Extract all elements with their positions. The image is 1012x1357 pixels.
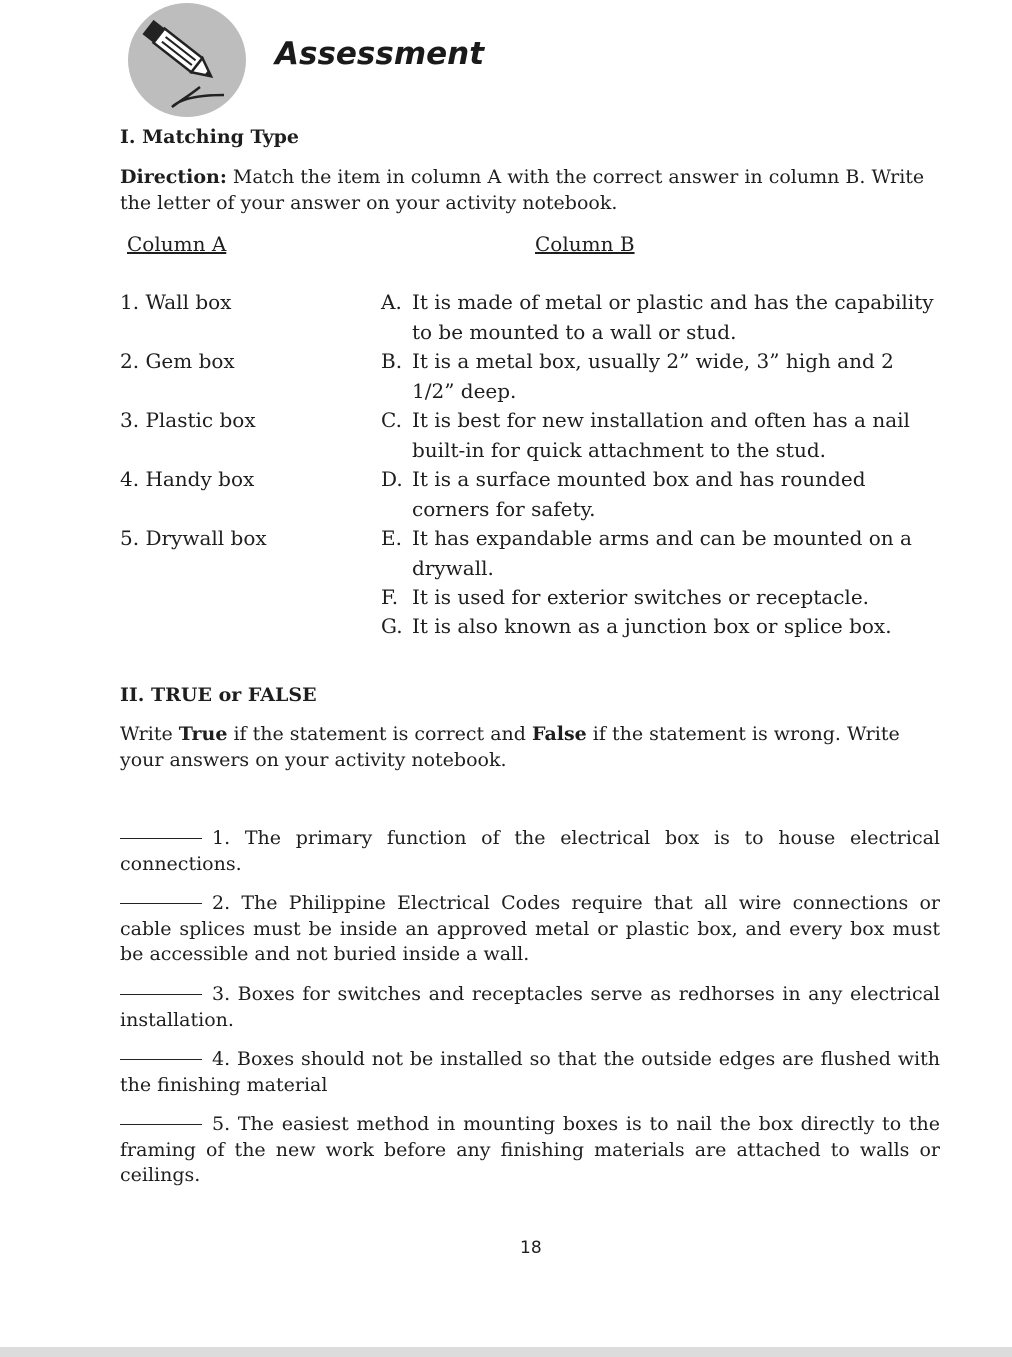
answer-blank <box>120 1122 202 1125</box>
choice-text: It is best for new installation and often has a nail built-in for quick attachment to the stud. <box>412 408 910 462</box>
choice-letter: D. <box>381 467 403 491</box>
false-keyword: False <box>532 723 587 745</box>
bottom-divider <box>0 1347 1012 1357</box>
true-false-item <box>120 1047 940 1098</box>
answer-blank <box>120 901 202 904</box>
column-a-item: 2. Gem box <box>120 349 235 373</box>
answer-blank <box>120 836 202 839</box>
direction-label: Direction: <box>120 166 227 188</box>
statement-text: 3. Boxes for switches and receptacles serve as redhorses in any electrical installation. <box>120 983 940 1031</box>
column-a-item: 3. Plastic box <box>120 408 256 432</box>
true-false-item <box>120 1112 940 1189</box>
choice-text: It is used for exterior switches or receptacle. <box>412 585 870 609</box>
section-heading-true-false: II. TRUE or FALSE <box>120 684 317 706</box>
choice-text: It is made of metal or plastic and has the capability to be mounted to a wall or stud. <box>412 290 934 344</box>
choice-text: It has expandable arms and can be mounted on a drywall. <box>412 526 912 580</box>
column-b-item <box>381 524 941 583</box>
column-b-item <box>381 612 941 642</box>
column-a-item: 1. Wall box <box>120 290 232 314</box>
choice-letter: C. <box>381 408 402 432</box>
instruction-text: if the statement is correct and <box>227 723 532 745</box>
choice-text: It is a metal box, usually 2” wide, 3” high and 2 1/2” deep. <box>412 349 894 403</box>
column-a-header: Column A <box>127 232 227 256</box>
direction-text: Match the item in column A with the correct answer in column B. Write the letter of your answer on your activity notebook. <box>120 166 925 214</box>
choice-letter: F. <box>381 585 399 609</box>
choice-letter: A. <box>381 290 402 314</box>
column-b-item <box>381 406 941 465</box>
answer-blank <box>120 992 202 995</box>
statement-text: 5. The easiest method in mounting boxes is to nail the box directly to the framing of the new work before any finishing materials are attached to walls or ceilings. <box>120 1113 940 1186</box>
true-false-item <box>120 982 940 1033</box>
instruction-text: if the statement is wrong. Write your answers on your activity notebook. <box>120 723 900 771</box>
column-b-item <box>381 465 941 524</box>
statement-text: 2. The Philippine Electrical Codes require that all wire connections or cable splices must be inside an approved metal or plastic box, and every box must be accessible and not buried inside a wall. <box>120 892 940 965</box>
column-a-item: 4. Handy box <box>120 467 255 491</box>
column-b-header: Column B <box>535 232 635 256</box>
section-heading-matching: I. Matching Type <box>120 126 300 148</box>
column-b-item <box>381 288 941 347</box>
statement-text: 1. The primary function of the electrical box is to house electrical connections. <box>120 827 940 875</box>
true-false-instructions <box>120 721 940 773</box>
direction-paragraph <box>120 164 940 216</box>
statement-text: 4. Boxes should not be installed so that the outside edges are flushed with the finishing material <box>120 1048 940 1096</box>
answer-blank <box>120 1057 202 1060</box>
column-a-item: 5. Drywall box <box>120 526 267 550</box>
pencil-icon <box>128 3 246 117</box>
column-b-item <box>381 583 941 613</box>
true-false-item <box>120 826 940 877</box>
choice-letter: E. <box>381 526 402 550</box>
choice-text: It is also known as a junction box or splice box. <box>412 614 892 638</box>
page-number: 18 <box>520 1238 542 1258</box>
choice-text: It is a surface mounted box and has rounded corners for safety. <box>412 467 866 521</box>
instruction-text: Write <box>120 723 179 745</box>
true-false-item <box>120 891 940 968</box>
page-title: Assessment <box>275 36 485 72</box>
choice-letter: B. <box>381 349 403 373</box>
column-b-item <box>381 347 941 406</box>
choice-letter: G. <box>381 614 403 638</box>
true-keyword: True <box>178 723 228 745</box>
